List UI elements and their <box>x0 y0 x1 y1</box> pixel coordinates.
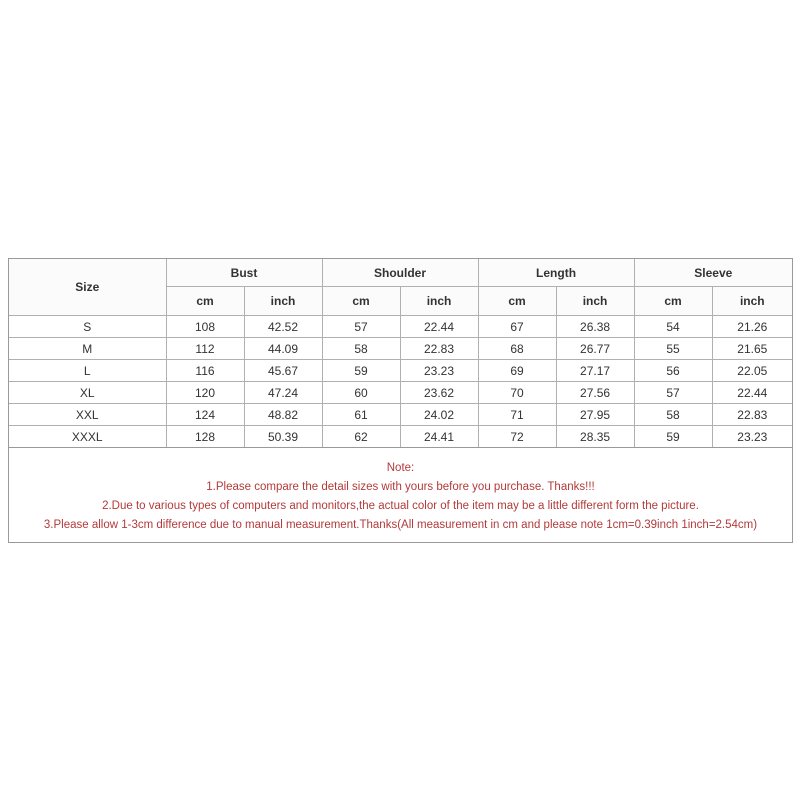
value-cell: 45.67 <box>244 360 322 382</box>
value-cell: 23.23 <box>712 426 792 448</box>
size-cell: M <box>9 338 166 360</box>
value-cell: 67 <box>478 316 556 338</box>
value-cell: 27.56 <box>556 382 634 404</box>
value-cell: 48.82 <box>244 404 322 426</box>
value-cell: 22.44 <box>400 316 478 338</box>
group-header-shoulder: Shoulder <box>322 259 478 287</box>
table-row <box>9 316 792 338</box>
value-cell: 72 <box>478 426 556 448</box>
value-cell: 124 <box>166 404 244 426</box>
unit-header: inch <box>556 287 634 316</box>
value-cell: 28.35 <box>556 426 634 448</box>
value-cell: 60 <box>322 382 400 404</box>
size-cell: XXXL <box>9 426 166 448</box>
table-row <box>9 382 792 404</box>
value-cell: 55 <box>634 338 712 360</box>
group-header-sleeve: Sleeve <box>634 259 792 287</box>
size-header: Size <box>9 259 166 316</box>
notes-section <box>9 459 792 535</box>
size-chart <box>8 258 793 543</box>
value-cell: 59 <box>634 426 712 448</box>
value-cell: 54 <box>634 316 712 338</box>
unit-header: cm <box>322 287 400 316</box>
value-cell: 47.24 <box>244 382 322 404</box>
group-header-length: Length <box>478 259 634 287</box>
group-header-bust: Bust <box>166 259 322 287</box>
unit-header: inch <box>712 287 792 316</box>
size-cell: XXL <box>9 404 166 426</box>
size-cell: XL <box>9 382 166 404</box>
value-cell: 42.52 <box>244 316 322 338</box>
note-line: 1.Please compare the detail sizes with yours before you purchase. Thanks!!! <box>206 481 595 493</box>
table-row <box>9 426 792 448</box>
unit-header: inch <box>400 287 478 316</box>
value-cell: 120 <box>166 382 244 404</box>
value-cell: 68 <box>478 338 556 360</box>
value-cell: 21.26 <box>712 316 792 338</box>
note-line: 3.Please allow 1-3cm difference due to manual measurement.Thanks(All measurement in cm and please note 1cm=0.39inch 1inch=2.54cm) <box>43 519 758 531</box>
value-cell: 69 <box>478 360 556 382</box>
value-cell: 59 <box>322 360 400 382</box>
table-row <box>9 338 792 360</box>
unit-header: inch <box>244 287 322 316</box>
value-cell: 26.77 <box>556 338 634 360</box>
unit-header: cm <box>478 287 556 316</box>
value-cell: 62 <box>322 426 400 448</box>
value-cell: 58 <box>322 338 400 360</box>
value-cell: 58 <box>634 404 712 426</box>
value-cell: 27.17 <box>556 360 634 382</box>
value-cell: 70 <box>478 382 556 404</box>
value-cell: 57 <box>634 382 712 404</box>
table-body <box>9 316 792 448</box>
value-cell: 71 <box>478 404 556 426</box>
value-cell: 24.41 <box>400 426 478 448</box>
size-cell: S <box>9 316 166 338</box>
table-row <box>9 360 792 382</box>
value-cell: 26.38 <box>556 316 634 338</box>
value-cell: 50.39 <box>244 426 322 448</box>
value-cell: 23.62 <box>400 382 478 404</box>
value-cell: 22.83 <box>400 338 478 360</box>
value-cell: 57 <box>322 316 400 338</box>
value-cell: 27.95 <box>556 404 634 426</box>
unit-header: cm <box>634 287 712 316</box>
value-cell: 22.44 <box>712 382 792 404</box>
note-line: 2.Due to various types of computers and monitors,the actual color of the item may be a little different form the picture. <box>102 500 699 512</box>
size-cell: L <box>9 360 166 382</box>
value-cell: 108 <box>166 316 244 338</box>
table-row <box>9 404 792 426</box>
value-cell: 112 <box>166 338 244 360</box>
size-table <box>9 259 792 448</box>
value-cell: 44.09 <box>244 338 322 360</box>
value-cell: 22.83 <box>712 404 792 426</box>
value-cell: 116 <box>166 360 244 382</box>
value-cell: 56 <box>634 360 712 382</box>
value-cell: 61 <box>322 404 400 426</box>
value-cell: 24.02 <box>400 404 478 426</box>
value-cell: 22.05 <box>712 360 792 382</box>
value-cell: 128 <box>166 426 244 448</box>
value-cell: 21.65 <box>712 338 792 360</box>
unit-header: cm <box>166 287 244 316</box>
value-cell: 23.23 <box>400 360 478 382</box>
note-title: Note: <box>386 462 415 474</box>
